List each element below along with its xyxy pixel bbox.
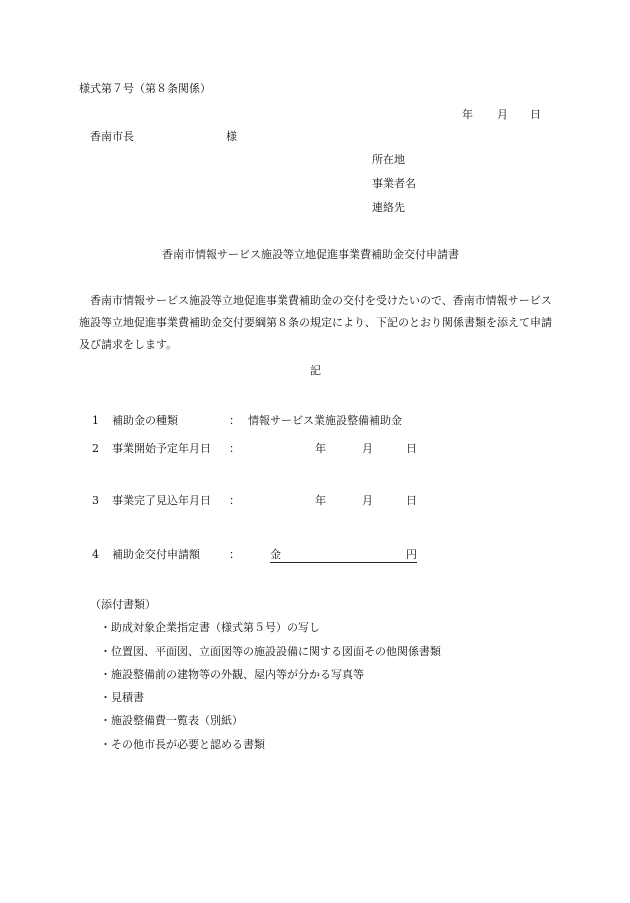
attachments-heading: （添付書類） (90, 598, 156, 611)
document-title: 香南市情報サービス施設等立地促進事業費補助金交付申請書 (162, 248, 459, 261)
date-day-label: 日 (530, 108, 541, 121)
addressee-honorific: 様 (226, 130, 237, 143)
item-2-year: 年 (315, 442, 326, 455)
item-3-month: 月 (362, 494, 373, 507)
item-1-label: 補助金の種類 (112, 414, 178, 427)
applicant-contact-label: 連絡先 (372, 201, 405, 214)
applicant-business-name-label: 事業者名 (372, 177, 416, 190)
form-number: 様式第７号（第８条関係） (79, 82, 211, 95)
attachment-item: ・施設整備前の建物等の外観、屋内等が分かる写真等 (100, 668, 364, 681)
item-3-colon: ： (229, 494, 240, 507)
date-year-label: 年 (462, 108, 473, 121)
addressee-name: 香南市長 (90, 130, 134, 143)
attachment-item: ・その他市長が必要と認める書類 (100, 738, 265, 751)
item-4-colon: ： (229, 548, 240, 561)
item-2-month: 月 (362, 442, 373, 455)
item-2-day: 日 (406, 442, 417, 455)
attachment-item: ・見積書 (100, 691, 144, 704)
item-3-number: 3 (92, 494, 99, 507)
item-2-colon: ： (229, 442, 240, 455)
item-3-label: 事業完了見込年月日 (112, 494, 211, 507)
item-4-label: 補助金交付申請額 (112, 548, 200, 561)
item-3-day: 日 (406, 494, 417, 507)
date-month-label: 月 (497, 108, 508, 121)
item-4-amount-field (270, 548, 417, 563)
attachment-item: ・助成対象企業指定書（様式第５号）の写し (100, 621, 320, 634)
item-1-colon: ： (229, 414, 240, 427)
attachment-item: ・施設整備費一覧表（別紙） (100, 714, 243, 727)
item-1-number: 1 (92, 414, 99, 427)
item-4-prefix: 金 (270, 548, 281, 561)
body-paragraph (79, 290, 553, 356)
item-2-number: 2 (92, 442, 99, 455)
body-text: 香南市情報サービス施設等立地促進事業費補助金の交付を受けたいので、香南市情報サービス施設等立地促進事業費補助金交付要綱第８条の規定により、下記のとおり関係書類を添えて申請及び請求をします。 (79, 294, 552, 351)
attachment-item: ・位置図、平面図、立面図等の施設設備に関する図面その他関係書類 (100, 645, 441, 658)
item-3-year: 年 (315, 494, 326, 507)
item-4-number: 4 (92, 548, 99, 561)
item-2-label: 事業開始予定年月日 (112, 442, 211, 455)
item-4-suffix: 円 (406, 548, 417, 561)
applicant-address-label: 所在地 (372, 153, 405, 166)
item-1-value: 情報サービス業施設整備補助金 (248, 414, 402, 427)
ki-heading: 記 (310, 364, 321, 377)
